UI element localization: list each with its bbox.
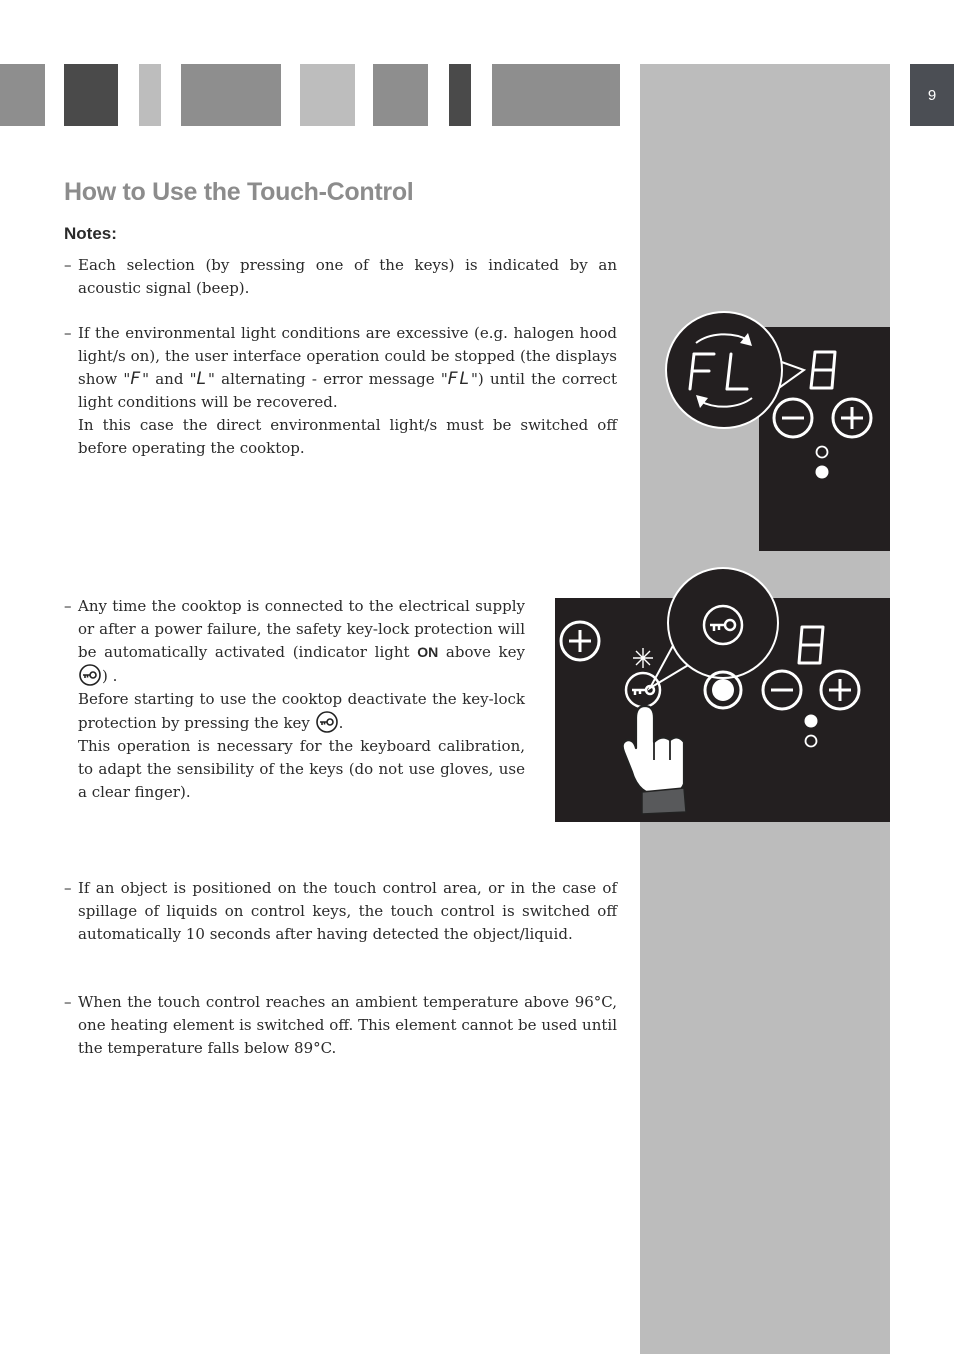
on-indicator-label: ON — [417, 644, 439, 660]
note-light-continuation: In this case the direct environmental light/s must be switched off before operating the cooktop. — [78, 416, 617, 457]
key-lock-icon — [315, 711, 339, 733]
display-l-glyph: L — [196, 369, 209, 389]
control-panel-figure-2 — [555, 598, 890, 822]
header-bar-5 — [300, 64, 355, 126]
note-temperature: – When the touch control reaches an ambient temperature above 96°C, one heating element is switched off. This element cannot be used until the temperature falls below 89°C. — [64, 993, 617, 1057]
header-bar-8 — [492, 64, 620, 126]
notes-heading: Notes: — [64, 224, 117, 243]
key-lock-icon — [78, 664, 102, 686]
header-bar-6 — [373, 64, 428, 126]
header-bar-4 — [181, 64, 281, 126]
control-panel-figure-1 — [759, 327, 890, 551]
page-title: How to Use the Touch-Control — [64, 178, 414, 206]
note-key-lock: – Any time the cooktop is connected to the electrical supply or after a power failure, the safety key-lock protection will be automatically activated (indicator light ON above key ) . Before starting to use the cooktop deactivate the key-lock protection by pressing the key . This operation is necessary for the keyboard calibration, to adapt the sensibility of the keys (do not use gloves, use a clear finger). — [64, 595, 525, 804]
note-beep: – Each selection (by pressing one of the keys) is indicated by an acoustic signal (beep). — [64, 256, 617, 297]
header-bar-1 — [0, 64, 45, 126]
display-f-glyph: F — [130, 369, 143, 389]
note-spillage: – If an object is positioned on the touch control area, or in the case of spillage of liquids on control keys, the touch control is switched off automatically 10 seconds after having detected the object/liquid. — [64, 879, 617, 943]
header-bar-7 — [449, 64, 471, 126]
display-fl-glyph: FL — [447, 369, 472, 389]
page-number: 9 — [910, 64, 954, 126]
note-calibration: This operation is necessary for the keyboard calibration, to adapt the sensibility of the keys (do not use gloves, use a clear finger). — [78, 737, 525, 801]
header-bar-3 — [139, 64, 161, 126]
note-light-conditions: – If the environmental light conditions are excessive (e.g. halogen hood light/s on), the user interface operation could be stopped (the displays show "F" and "L" alternating - error message "FL") until the correct light conditions will be recovered. In this case the direct environmental light/s must be switched off before operating the cooktop. — [64, 322, 617, 460]
header-bar-2 — [64, 64, 118, 126]
